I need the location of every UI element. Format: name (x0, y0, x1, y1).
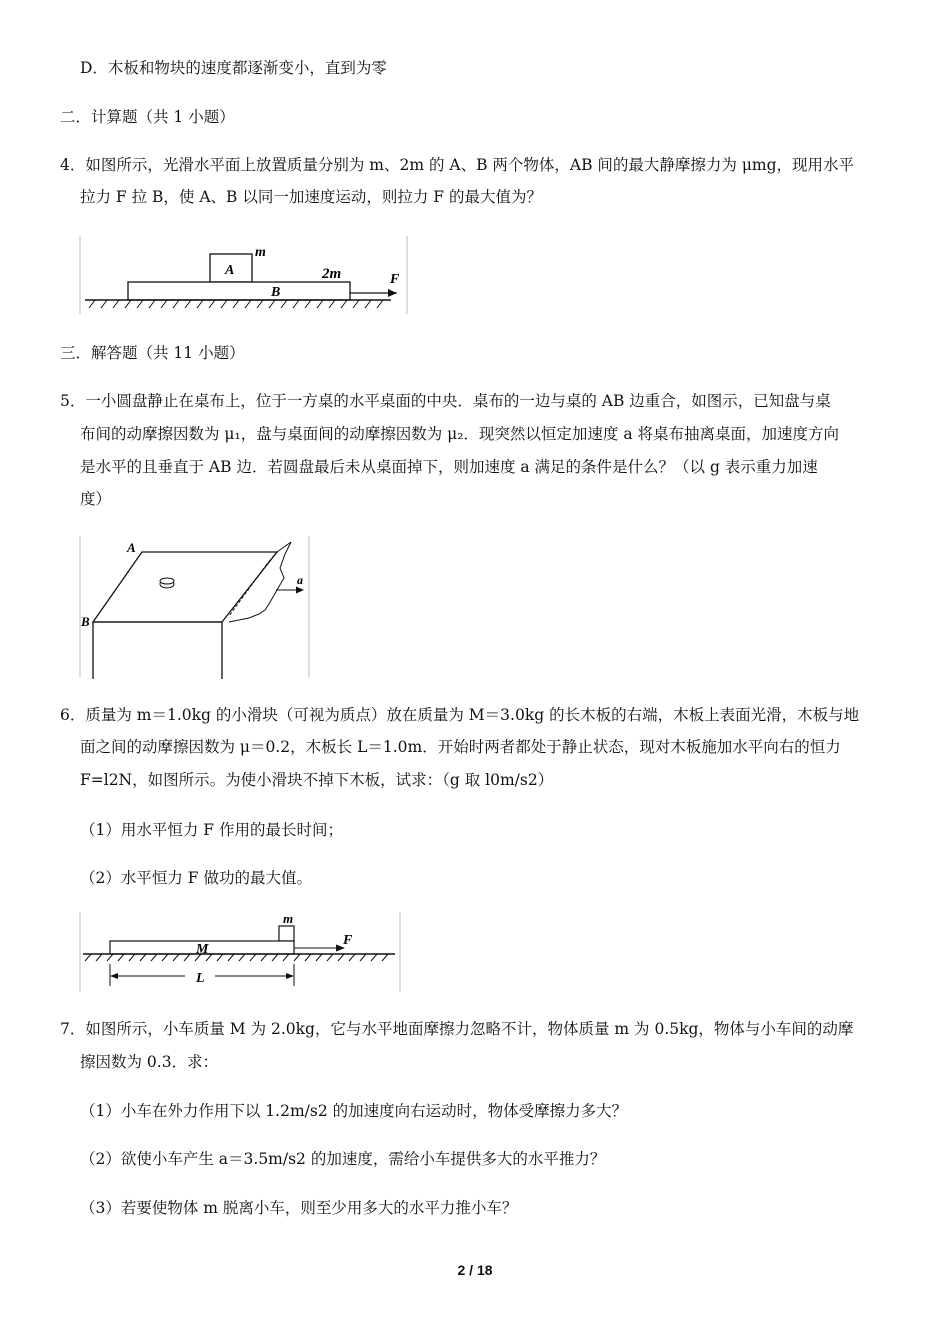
q6-text-line2: 面之间的动摩擦因数为 μ＝0.2，木板长 L＝1.0m．开始时两者都处于静止状态，现对木板施加水平向右的恒力 (80, 738, 841, 756)
label-b: B (271, 285, 281, 300)
q7-sub-question-2: （2）欲使小车产生 a＝3.5m/s2 的加速度，需给小车提供多大的水平推力？ (80, 1150, 606, 1168)
acceleration-arrow (296, 587, 304, 594)
q6-sub-question-1: （1）用水平恒力 F 作用的最长时间； (80, 821, 343, 839)
q7-text-line2: 擦因数为 0.3．求： (80, 1053, 219, 1071)
label-m: m (255, 245, 266, 260)
label-f: F (390, 272, 400, 287)
q5-figure (79, 534, 311, 679)
label-b: B (81, 614, 90, 629)
force-arrow (388, 289, 397, 297)
label-l: L (196, 971, 205, 986)
section-heading-calculation: 二．计算题（共 1 小题） (60, 108, 235, 126)
q6-figure (79, 910, 402, 994)
q4-text-line2: 拉力 F 拉 B，使 A、B 以同一加速度运动，则拉力 F 的最大值为？ (80, 188, 542, 206)
q4-figure (79, 234, 409, 316)
label-f: F (343, 933, 353, 948)
label-a: A (127, 540, 136, 555)
q5-text-line4: 度） (80, 490, 112, 508)
label-accel: a (297, 573, 303, 587)
q3-option-d: D．木板和物块的速度都逐渐变小，直到为零 (80, 59, 387, 77)
q6-text-line3: F=l2N，如图所示。为使小滑块不掉下木板，试求：（g 取 l0m/s2） (80, 771, 554, 789)
label-a: A (225, 263, 235, 278)
label-big-m: M (196, 942, 209, 957)
block-m (279, 926, 294, 941)
label-m: m (283, 911, 294, 926)
page-number: 2 / 18 (457, 1262, 493, 1278)
q7-sub-question-3: （3）若要使物体 m 脱离小车，则至少用多大的水平力推小车？ (80, 1199, 518, 1217)
q7-sub-question-1: （1）小车在外力作用下以 1.2m/s2 的加速度向右运动时，物体受摩擦力多大？ (80, 1102, 628, 1120)
q5-text-line1: 5．一小圆盘静止在桌布上，位于一方桌的水平桌面的中央．桌布的一边与桌的 AB 边重合，如图示，已知盘与桌 (60, 392, 831, 410)
q5-text-line2: 布间的动摩擦因数为 μ₁，盘与桌面间的动摩擦因数为 μ₂．现突然以恒定加速度 a 将桌布抽离桌面，加速度方向 (80, 425, 840, 443)
q4-text-line1: 4．如图所示，光滑水平面上放置质量分别为 m、2m 的 A、B 两个物体，AB 间的最大静摩擦力为 μmg，现用水平 (60, 156, 855, 174)
board-b (128, 282, 350, 300)
q7-text-line1: 7．如图所示，小车质量 M 为 2.0kg，它与水平地面摩擦力忽略不计，物体质量 m 为 0.5kg，物体与小车间的动摩 (60, 1020, 854, 1038)
q6-text-line1: 6．质量为 m＝1.0kg 的小滑块（可视为质点）放在质量为 M＝3.0kg 的长木板的右端，木板上表面光滑，木板与地 (60, 706, 860, 724)
q5-text-line3: 是水平的且垂直于 AB 边．若圆盘最后未从桌面掉下，则加速度 a 满足的条件是什么？（以 g 表示重力加速 (80, 458, 818, 476)
section-heading-answer: 三．解答题（共 11 小题） (60, 344, 245, 362)
table-top (93, 552, 277, 622)
q6-sub-question-2: （2）水平恒力 F 做功的最大值。 (80, 869, 312, 887)
label-2m: 2m (322, 266, 342, 282)
